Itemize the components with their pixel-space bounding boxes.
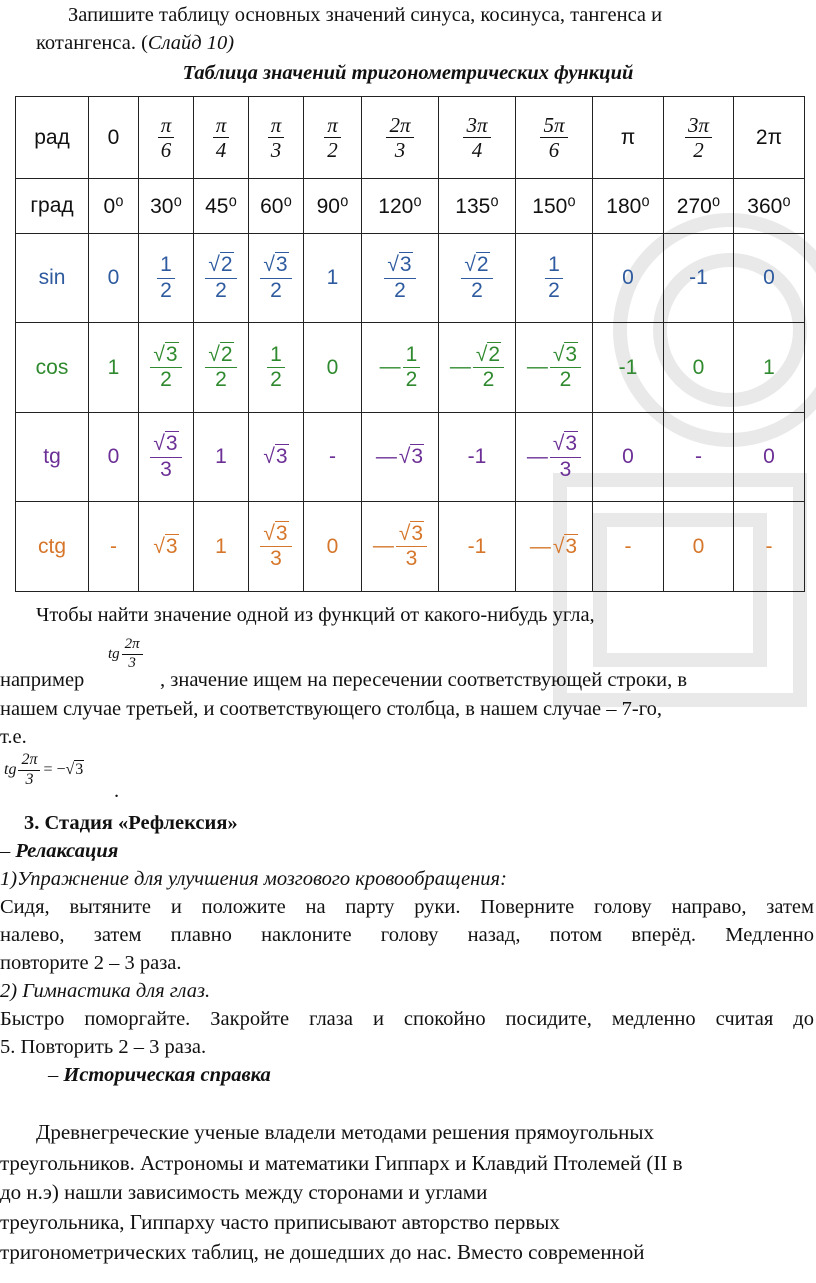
- history-line-1: Древнегреческие ученые владели методами решения прямоугольных: [36, 1120, 654, 1144]
- relax-title: Релаксация: [15, 840, 119, 862]
- intro-line-2: [36, 32, 234, 56]
- rad-cell: $\frac{5\pi}{6}$: [516, 97, 593, 179]
- rad-value: 0: [107, 125, 120, 149]
- tg-cell: √3: [249, 413, 304, 502]
- history-title: Историческая справка: [63, 1064, 271, 1086]
- exercise-1-line-3: повторите 2 – 3 раза.: [0, 952, 182, 974]
- rad-cell: $\frac{3\pi}{2}$: [664, 97, 734, 179]
- rad-cell: $\frac{\pi}{6}$: [139, 97, 194, 179]
- exercise-2-title: 2) Гимнастика для глаз.: [0, 980, 211, 1002]
- cos-cell: — $\frac{1}{2}$: [362, 323, 439, 413]
- sin-cell: 0: [593, 234, 664, 323]
- cos-cell: 1: [734, 323, 805, 413]
- cos-cell: $\frac{√3}{2}$: [139, 323, 194, 413]
- table-row-sin: [16, 234, 805, 323]
- rad-cell: $\frac{\pi}{3}$: [249, 97, 304, 179]
- exercise-1-title: 1)Упражнение для улучшения мозгового кровообращения:: [0, 868, 507, 890]
- example-den: 3: [128, 654, 136, 671]
- result-formula: tg $\frac{2\pi}{3}$ = − √3: [4, 751, 84, 788]
- cos-cell: 1: [89, 323, 139, 413]
- intro-line-1: Запишите таблицу основных значений синуса, косинуса, тангенса и: [68, 4, 663, 26]
- tg-cell: $\frac{√3}{3}$: [139, 413, 194, 502]
- stage-heading: 3. Стадия «Рефлексия»: [24, 812, 238, 834]
- tg-cell: 1: [194, 413, 249, 502]
- deg-cell: 30⁰: [139, 179, 194, 234]
- sin-cell: 0: [89, 234, 139, 323]
- row-label-rad: рад: [16, 97, 89, 179]
- sin-cell: 0: [734, 234, 805, 323]
- cos-cell: — $\frac{√2}{2}$: [439, 323, 516, 413]
- table-row-ctg: [16, 502, 805, 592]
- history-line-5: тригонометрических таблиц, не дошедших до нас. Вместо современной: [0, 1240, 645, 1264]
- tg-cell: —√3: [362, 413, 439, 502]
- history-line-3: до н.э) нашли зависимость между сторонами и углами: [0, 1180, 488, 1204]
- rad-cell: $\frac{\pi}{2}$: [304, 97, 362, 179]
- rad-cell: [89, 97, 139, 179]
- row-label-ctg: ctg: [16, 502, 89, 592]
- exercise-1-line-1: Сидя, вытяните и положите на парту руки. Поверните голову направо, затем: [0, 896, 814, 918]
- ctg-cell: √3: [139, 502, 194, 592]
- para1-line-3: нашем случае третьей, и соответствующего столбца, в нашем случае – 7-го,: [0, 698, 662, 720]
- sin-cell: $\frac{√3}{2}$: [249, 234, 304, 323]
- rad-cell: $\frac{\pi}{4}$: [194, 97, 249, 179]
- example-num: 2π: [122, 637, 143, 655]
- tg-cell: -1: [439, 413, 516, 502]
- deg-cell: 360⁰: [734, 179, 805, 234]
- table-row-cos: [16, 323, 805, 413]
- slide-reference: Слайд 10): [147, 32, 235, 54]
- para1-line-2-end: , значение ищем на пересечении соответствующей строки, в: [160, 669, 688, 691]
- sin-cell: $\frac{√2}{2}$: [194, 234, 249, 323]
- history-line-2: треугольников. Астрономы и математики Гиппарх и Клавдий Птолемей (II в: [0, 1151, 683, 1175]
- history-dash: –: [48, 1064, 64, 1086]
- example-fn: tg: [108, 645, 120, 662]
- table-row-rad: [16, 97, 805, 179]
- ctg-cell: -1: [439, 502, 516, 592]
- row-label-sin: sin: [16, 234, 89, 323]
- table-title: Таблица значений тригонометрических функций: [182, 62, 634, 84]
- ctg-cell: -: [89, 502, 139, 592]
- row-label-tg: tg: [16, 413, 89, 502]
- row-label-deg: град: [16, 179, 89, 234]
- deg-cell: 270⁰: [664, 179, 734, 234]
- ctg-cell: 1: [194, 502, 249, 592]
- rad-cell: [734, 97, 805, 179]
- table-row-tg: [16, 413, 805, 502]
- history-line-4: треугольника, Гиппарху часто приписывают авторство первых: [0, 1210, 560, 1234]
- rad-value: π: [620, 125, 636, 149]
- ctg-cell: -: [734, 502, 805, 592]
- ctg-cell: — $\frac{√3}{3}$: [362, 502, 439, 592]
- sin-cell: $\frac{1}{2}$: [516, 234, 593, 323]
- tg-cell: 0: [593, 413, 664, 502]
- formula-dot: .: [114, 780, 120, 802]
- formula-den: 3: [25, 770, 34, 788]
- deg-cell: 180⁰: [593, 179, 664, 234]
- sin-cell: $\frac{√2}{2}$: [439, 234, 516, 323]
- tg-cell: 0: [89, 413, 139, 502]
- deg-cell: 60⁰: [249, 179, 304, 234]
- cos-cell: — $\frac{√3}{2}$: [516, 323, 593, 413]
- rad-value: 2π: [755, 125, 783, 149]
- ctg-cell: —√3: [516, 502, 593, 592]
- exercise-1-line-2: налево, затем плавно наклоните голову назад, потом вперёд. Медленно: [0, 924, 814, 946]
- relax-heading: [0, 840, 118, 864]
- para1-line-1: Чтобы найти значение одной из функций от какого-нибудь угла,: [36, 604, 595, 626]
- cos-cell: 0: [304, 323, 362, 413]
- deg-cell: 0⁰: [89, 179, 139, 234]
- example-formula: [108, 637, 143, 672]
- rad-cell: [593, 97, 664, 179]
- trig-values-table: [15, 96, 805, 592]
- cos-cell: $\frac{√2}{2}$: [194, 323, 249, 413]
- deg-cell: 120⁰: [362, 179, 439, 234]
- cos-cell: -1: [593, 323, 664, 413]
- history-heading: [48, 1064, 271, 1088]
- relax-dash: –: [0, 840, 16, 862]
- deg-cell: 150⁰: [516, 179, 593, 234]
- table-row-deg: [16, 179, 805, 234]
- rad-cell: $\frac{2\pi}{3}$: [362, 97, 439, 179]
- tg-cell: 0: [734, 413, 805, 502]
- cos-cell: 0: [664, 323, 734, 413]
- exercise-2-line-2: 5. Повторить 2 – 3 раза.: [0, 1036, 207, 1058]
- sin-cell: $\frac{√3}{2}$: [362, 234, 439, 323]
- deg-cell: 90⁰: [304, 179, 362, 234]
- sin-cell: 1: [304, 234, 362, 323]
- ctg-cell: $\frac{√3}{3}$: [249, 502, 304, 592]
- tg-cell: — $\frac{√3}{3}$: [516, 413, 593, 502]
- para1-line-2-start: например: [0, 669, 85, 691]
- ctg-cell: -: [593, 502, 664, 592]
- row-label-cos: cos: [16, 323, 89, 413]
- deg-cell: 135⁰: [439, 179, 516, 234]
- ctg-cell: 0: [304, 502, 362, 592]
- sin-cell: -1: [664, 234, 734, 323]
- intro-line-2-text: котангенса. (: [36, 32, 148, 54]
- exercise-2-line-1: Быстро поморгайте. Закройте глаза и спокойно посидите, медленно считая до: [0, 1008, 814, 1030]
- ctg-cell: 0: [664, 502, 734, 592]
- rad-cell: $\frac{3\pi}{4}$: [439, 97, 516, 179]
- sin-cell: $\frac{1}{2}$: [139, 234, 194, 323]
- formula-fn: tg: [4, 761, 17, 779]
- cos-cell: $\frac{1}{2}$: [249, 323, 304, 413]
- para1-line-4: т.е.: [0, 726, 27, 748]
- formula-num: 2π: [18, 752, 40, 771]
- formula-root: 3: [75, 761, 84, 779]
- tg-cell: -: [304, 413, 362, 502]
- deg-cell: 45⁰: [194, 179, 249, 234]
- formula-eq: = −: [43, 761, 66, 779]
- tg-cell: -: [664, 413, 734, 502]
